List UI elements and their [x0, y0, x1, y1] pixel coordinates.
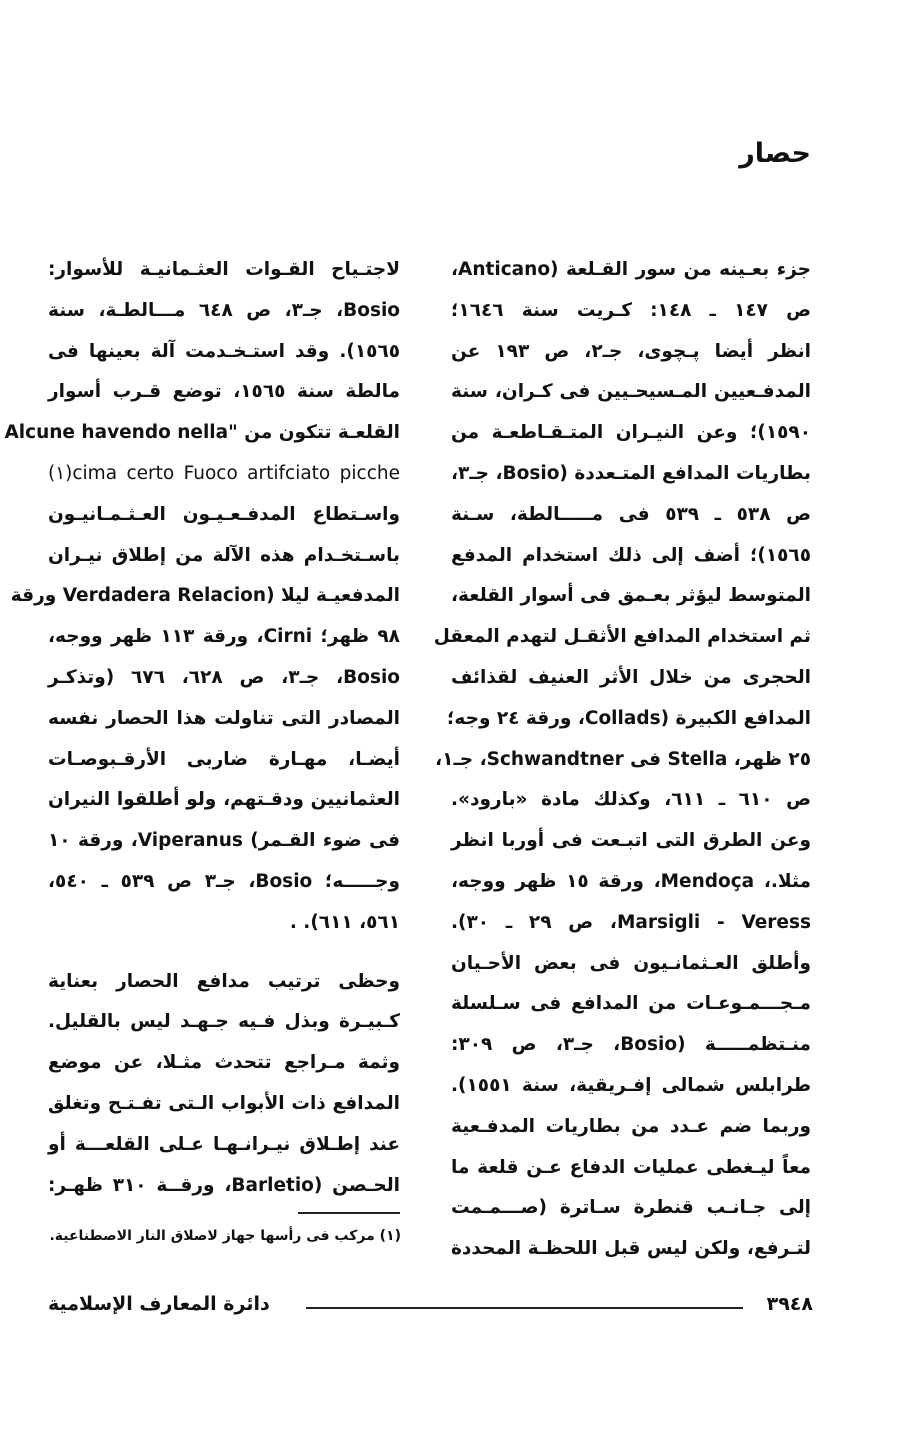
text-line: فى ضوء القـمر) Viperanus، ورقة ١٠ — [48, 830, 400, 852]
text-line: العثمانيين ودقـتهم، ولو أطلقوا النيران — [48, 789, 400, 811]
text-line: منـتظمـــــة (Bosio، جـ٣، ص ٣٠٩: — [451, 1034, 812, 1056]
text-line: ثم استخدام المدافع الأثقـل لتهدم المعقل — [433, 626, 811, 648]
text-line: معاً ليـغطى عمليات الدفاع عـن قلعة ما — [451, 1156, 811, 1178]
text-line: وأطلق العـثمانـيون فى بعض الأحـيان — [451, 952, 811, 974]
text-line: لاجتـياح القـوات العثـمانيـة للأسوار: — [48, 259, 400, 280]
text-line: المتوسط ليؤثر بعـمق فى أسوار القلعة، — [451, 585, 811, 607]
text-line: مـجـــمـوعـات من المدافع فى سـلسلة — [451, 993, 811, 1015]
paragraph-gap — [48, 944, 400, 962]
text-line: ١٥٦٥). وقد استـخـدمت آلة بعينها فى — [48, 340, 400, 362]
page-footer — [48, 1293, 813, 1323]
right-column — [433, 250, 812, 1270]
paragraph-2 — [48, 962, 400, 1207]
text-line: وجـــــه؛ Bosio، جـ٣ ص ٥٣٩ ـ ٥٤٠، — [48, 870, 400, 892]
text-line: وعن الطرق التى اتبـعت فى أوربا انظر — [451, 830, 811, 852]
text-line: المدافع الكبيرة (Collads، ورقة ٢٤ وجه؛ — [447, 707, 811, 729]
text-line: ص ٦١٠ ـ ٦١١، وكذلك مادة «بارود». — [451, 789, 812, 811]
text-line: ٢٥ ظهر، Stella فى Schwandtner، جـ١، — [435, 748, 811, 770]
text-line: المصادر التى تناولت هذا الحصار نفسه — [48, 707, 400, 729]
text-line: لتـرفع، ولكن ليس قبل اللحظـة المحددة — [451, 1238, 811, 1260]
text-line: ١٥٦٥)؛ أضف إلى ذلك استخدام المدفع — [451, 544, 811, 566]
text-line: مثلا.، Mendoça، ورقة ١٥ ظهر ووجه، — [451, 870, 811, 892]
page-header: حصار — [739, 138, 811, 169]
text-line: إلى جـانـب قنطرة سـاترة (صـــمـمت — [451, 1197, 811, 1219]
text-line: ص ٥٣٨ ـ ٥٣٩ فى مـــــالطة، سـنة — [451, 503, 811, 525]
text-line: باسـتخـدام هذه الآلة من إطلاق نيـران — [48, 544, 400, 566]
footnote: (١) مركب فى رأسها جهاز لاصلاق النار الاصطناعية. — [49, 1228, 401, 1244]
text-line: ٥٦١، ٦١١). . — [289, 911, 400, 933]
text-line: ص ١٤٧ ـ ١٤٨: كـريت سنة ١٦٤٦؛ — [451, 299, 811, 321]
text-line: المدفعيـة ليلا (Verdadera Relacion ورقة — [10, 585, 400, 607]
text-line: الحـصن (Barletio، ورقــة ٣١٠ ظهـر: — [48, 1174, 400, 1196]
text-line: Marsigli - Veress، ص ٢٩ ـ ٣٠). — [451, 911, 811, 933]
text-line: cima certo Fuoco artifciato picche(١) — [48, 462, 400, 484]
text-line: Bosio، جـ٣، ص ٦٢٨، ٦٧٦ (وتذكـر — [48, 666, 401, 688]
text-line: وثمة مـراجع تتحدث مثـلا، عن موضع — [48, 1052, 400, 1074]
text-line: انظر أيضا پـچوى، جـ٢، ص ١٩٣ عن — [451, 340, 811, 362]
left-column — [4, 250, 401, 1206]
text-line: المدافع ذات الأبواب الـتى تفـتـح وتغلق — [48, 1092, 400, 1114]
footer-rule — [306, 1307, 743, 1309]
text-line: ٩٨ ظهر؛ Cirni، ورقة ١١٣ ظهر ووجه، — [48, 626, 400, 648]
text-line: بطاريات المدافع المتـعددة (Bosio، جـ٣، — [451, 462, 812, 484]
text-line: Bosio، جـ٣، ص ٦٤٨ مـــالطـة، سنة — [48, 299, 401, 321]
publication-title: دائرة المعارف الإسلامية — [48, 1293, 270, 1315]
text-line: عند إطـلاق نيـرانـهـا عـلى القلعـــة أو — [48, 1133, 400, 1155]
text-line: القلعـة تتكون من "Alcune havendo nella — [4, 422, 400, 444]
paragraph-1 — [4, 250, 401, 944]
text-line: وحظى ترتيب مدافع الحصار بعناية — [48, 970, 400, 992]
text-line: كـبيـرة وبذل فـيه جـهـد ليس بالقليل. — [48, 1011, 400, 1033]
text-line: المدفـعيين المـسيحـيين فى كـران، سنة — [451, 381, 811, 403]
text-line: أيضـا، مهـارة ضاربى الأرقـبوصـات — [48, 748, 400, 770]
footnote-rule — [298, 1212, 400, 1214]
text-line: الحجرى من خلال الأثر العنيف لقذائف — [451, 666, 811, 688]
text-line: وربما ضم عـدد من بطاريات المدفـعية — [451, 1115, 811, 1137]
page-number: ٣٩٤٨ — [766, 1293, 813, 1315]
text-line: طرابلس شمالى إفـريقية، سنة ١٥٥١). — [451, 1074, 811, 1096]
text-line: جزء بعـينه من سور القـلعة (Anticano، — [451, 259, 811, 280]
text-line: مالطة سنة ١٥٦٥، توضع قـرب أسوار — [48, 381, 400, 403]
text-line: ١٥٩٠)؛ وعن النيـران المتـقـاطعـة من — [451, 422, 811, 444]
text-line: واسـتطاع المدفـعـيـون العـثـمـانيـون — [48, 503, 400, 525]
